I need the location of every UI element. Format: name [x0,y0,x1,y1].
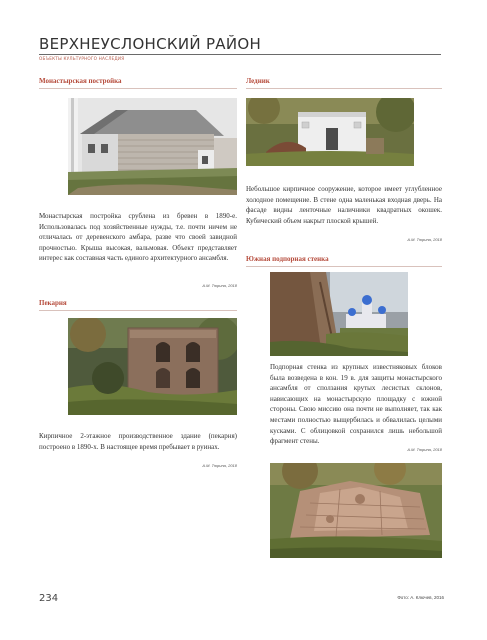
section-title-monastery-building: Монастырская постройка [39,77,122,85]
section-rule [39,310,237,311]
bakery-credit: А.М. Тюрина, 2018 [202,463,237,468]
section-title-icehouse: Ледник [246,77,270,85]
section-rule [39,88,237,89]
retaining-wall-photo [270,272,408,356]
retaining-wall-credit: А.М. Тюрина, 2018 [407,447,442,452]
retaining-wall-text: Подпорная стенка из крупных известняковых блоков была возведена в кон. 19 в. для защиты монастырского ансамбля от сползания крутых лесистых склонов, нависающих на монастырскую площадку с южной стороны. Свою миссию она почти не выполняет, так как местами полностью выщербилась и обвалилась целыми кусками. С облицовкой сохранился лишь небольшой фрагмент стены. [270,363,442,446]
chapter-title: ВЕРХНЕУСЛОНСКИЙ РАЙОН [39,35,262,53]
section-rule [246,266,442,267]
icehouse-photo [246,98,414,166]
retaining-wall-photo-2 [270,463,442,558]
monastery-building-photo [68,98,237,195]
bakery-photo [68,318,237,415]
chapter-subtitle: ОБЪЕКТЫ КУЛЬТУРНОГО НАСЛЕДИЯ [39,56,125,61]
section-title-retaining-wall: Южная подпорная стенка [246,255,329,263]
page-number: 234 [39,593,59,604]
icehouse-text: Небольшое кирпичное сооружение, которое имеет углубленное холодное помещение. В стене одна маленькая входная дверь. На фасаде видны ленточные наличники квадратных окошек. Кубический объем накрыт плоской крышей. [246,185,442,225]
icehouse-credit: А.М. Тюрина, 2018 [407,237,442,242]
bakery-text: Кирпичное 2-этажное производственное здание (пекарня) построено в 1890-х. В настоящее время пребывает в руинах. [39,432,237,451]
photo-credit: Фото: А. Ключев, 2016 [397,595,444,600]
monastery-building-text: Монастырская постройка срублена из бревен в 1890-е. Использовалась под хозяйственные нужды, т.е. почти ничем не отличалась от деревенского амбара, разве что своей завидной прочностью. Крыша высокая, вальмовая. Объект представляет интерес как составная часть единого архитектурного ансамбля. [39,212,237,263]
section-rule [246,88,442,89]
monastery-building-credit: А.М. Тюрина, 2018 [202,283,237,288]
section-title-bakery: Пекарня [39,299,67,307]
header-rule [39,54,441,55]
